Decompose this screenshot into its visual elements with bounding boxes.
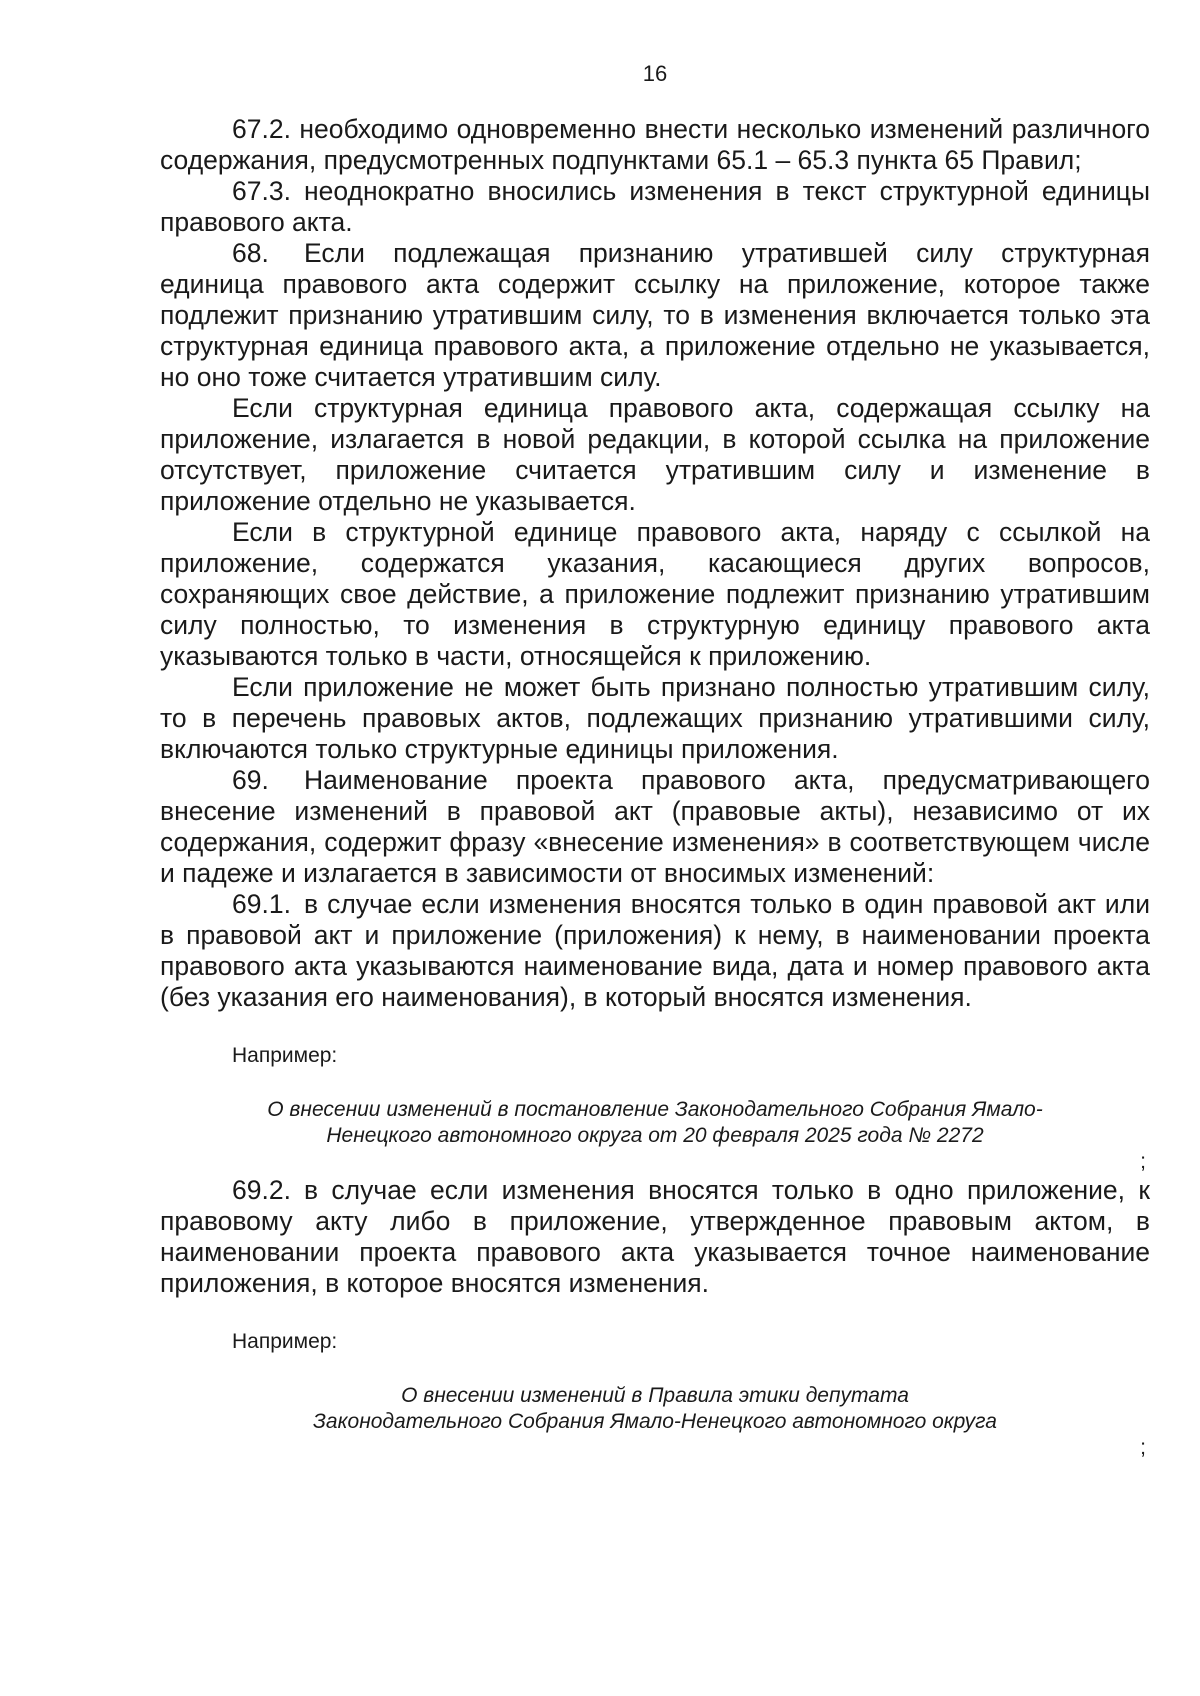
paragraph-68-d: Если приложение не может быть признано полностью утратившим силу, то в перечень правовых актов, подлежащих признанию утратившими силу, включаются только структурные единицы приложения.: [160, 672, 1150, 764]
paragraph-67-3: 67.3. неоднократно вносились изменения в текст структурной единицы правового акта.: [160, 176, 1150, 237]
example-title-line: О внесении изменений в Правила этики депутата: [401, 1384, 909, 1407]
paragraph-68: [160, 238, 1150, 393]
paragraph-text: Наименование проекта правового акта, предусматривающего внесение изменений в правовой акт (правовые акты), независимо от их содержания, содержит фразу «внесение изменения» в соответствующем числе и падеже и излагается в зависимости от вносимых изменений:: [160, 765, 1150, 888]
document-body: [160, 114, 1150, 1461]
page-number: 16: [642, 61, 668, 86]
example-title-line: О внесении изменений в постановление Законодательного Собрания Ямало-: [267, 1098, 1043, 1121]
example-title: [160, 1097, 1150, 1149]
paragraph-text: в случае если изменения вносятся только в одно приложение, к правовому акту либо в приложение, утвержденное правовым актом, в наименовании проекта правового акта указывается точное наименование приложения, в которое вносятся изменения.: [160, 1175, 1150, 1298]
example-title-line: Ненецкого автономного округа от 20 февраля 2025 года № 2272: [326, 1124, 984, 1147]
paragraph-text: в случае если изменения вносятся только в один правовой акт или в правовой акт и приложение (приложения) к нему, в наименовании проекта правового акта указываются наименование вида, дата и номер правового акта (без указания его наименования), в который вносятся изменения.: [160, 889, 1150, 1012]
example-label: Например:: [232, 1330, 338, 1353]
paragraph-number: 69.1.: [232, 889, 291, 919]
paragraph-69: [160, 765, 1150, 889]
paragraph-67-2: 67.2. необходимо одновременно внести несколько изменений различного содержания, предусмотренных подпунктами 65.1 – 65.3 пункта 65 Правил;: [160, 114, 1150, 175]
paragraph-number: 68.: [232, 238, 269, 268]
paragraph-number: 69.2.: [232, 1175, 291, 1205]
paragraph-text: Если подлежащая признанию утратившей силу структурная единица правового акта содержит ссылку на приложение, которое также подлежит признанию утратившим силу, то в изменения включается только эта структурная единица правового акта, а приложение отдельно не указывается, но оно тоже считается утратившим силу.: [160, 238, 1150, 392]
paragraph-68-b: Если структурная единица правового акта, содержащая ссылку на приложение, излагается в новой редакции, в которой ссылка на приложение отсутствует, приложение считается утратившим силу и изменение в приложение отдельно не указывается.: [160, 393, 1150, 516]
paragraph-number: 69.: [232, 765, 269, 795]
paragraph-68-c: Если в структурной единице правового акта, наряду с ссылкой на приложение, содержатся указания, касающиеся других вопросов, сохраняющих свое действие, а приложение подлежит признанию утратившим силу полностью, то изменения в структурную единицу правового акта указываются только в части, относящейся к приложению.: [160, 517, 1150, 671]
example-end: ;: [1140, 1150, 1146, 1173]
example-label: Например:: [232, 1044, 338, 1067]
example-title: [160, 1383, 1150, 1435]
paragraph-69-2: [160, 1175, 1150, 1299]
paragraph-69-1: [160, 889, 1150, 1013]
example-title-line: Законодательного Собрания Ямало-Ненецкого автономного округа: [313, 1410, 997, 1433]
example-end: ;: [1140, 1436, 1146, 1459]
